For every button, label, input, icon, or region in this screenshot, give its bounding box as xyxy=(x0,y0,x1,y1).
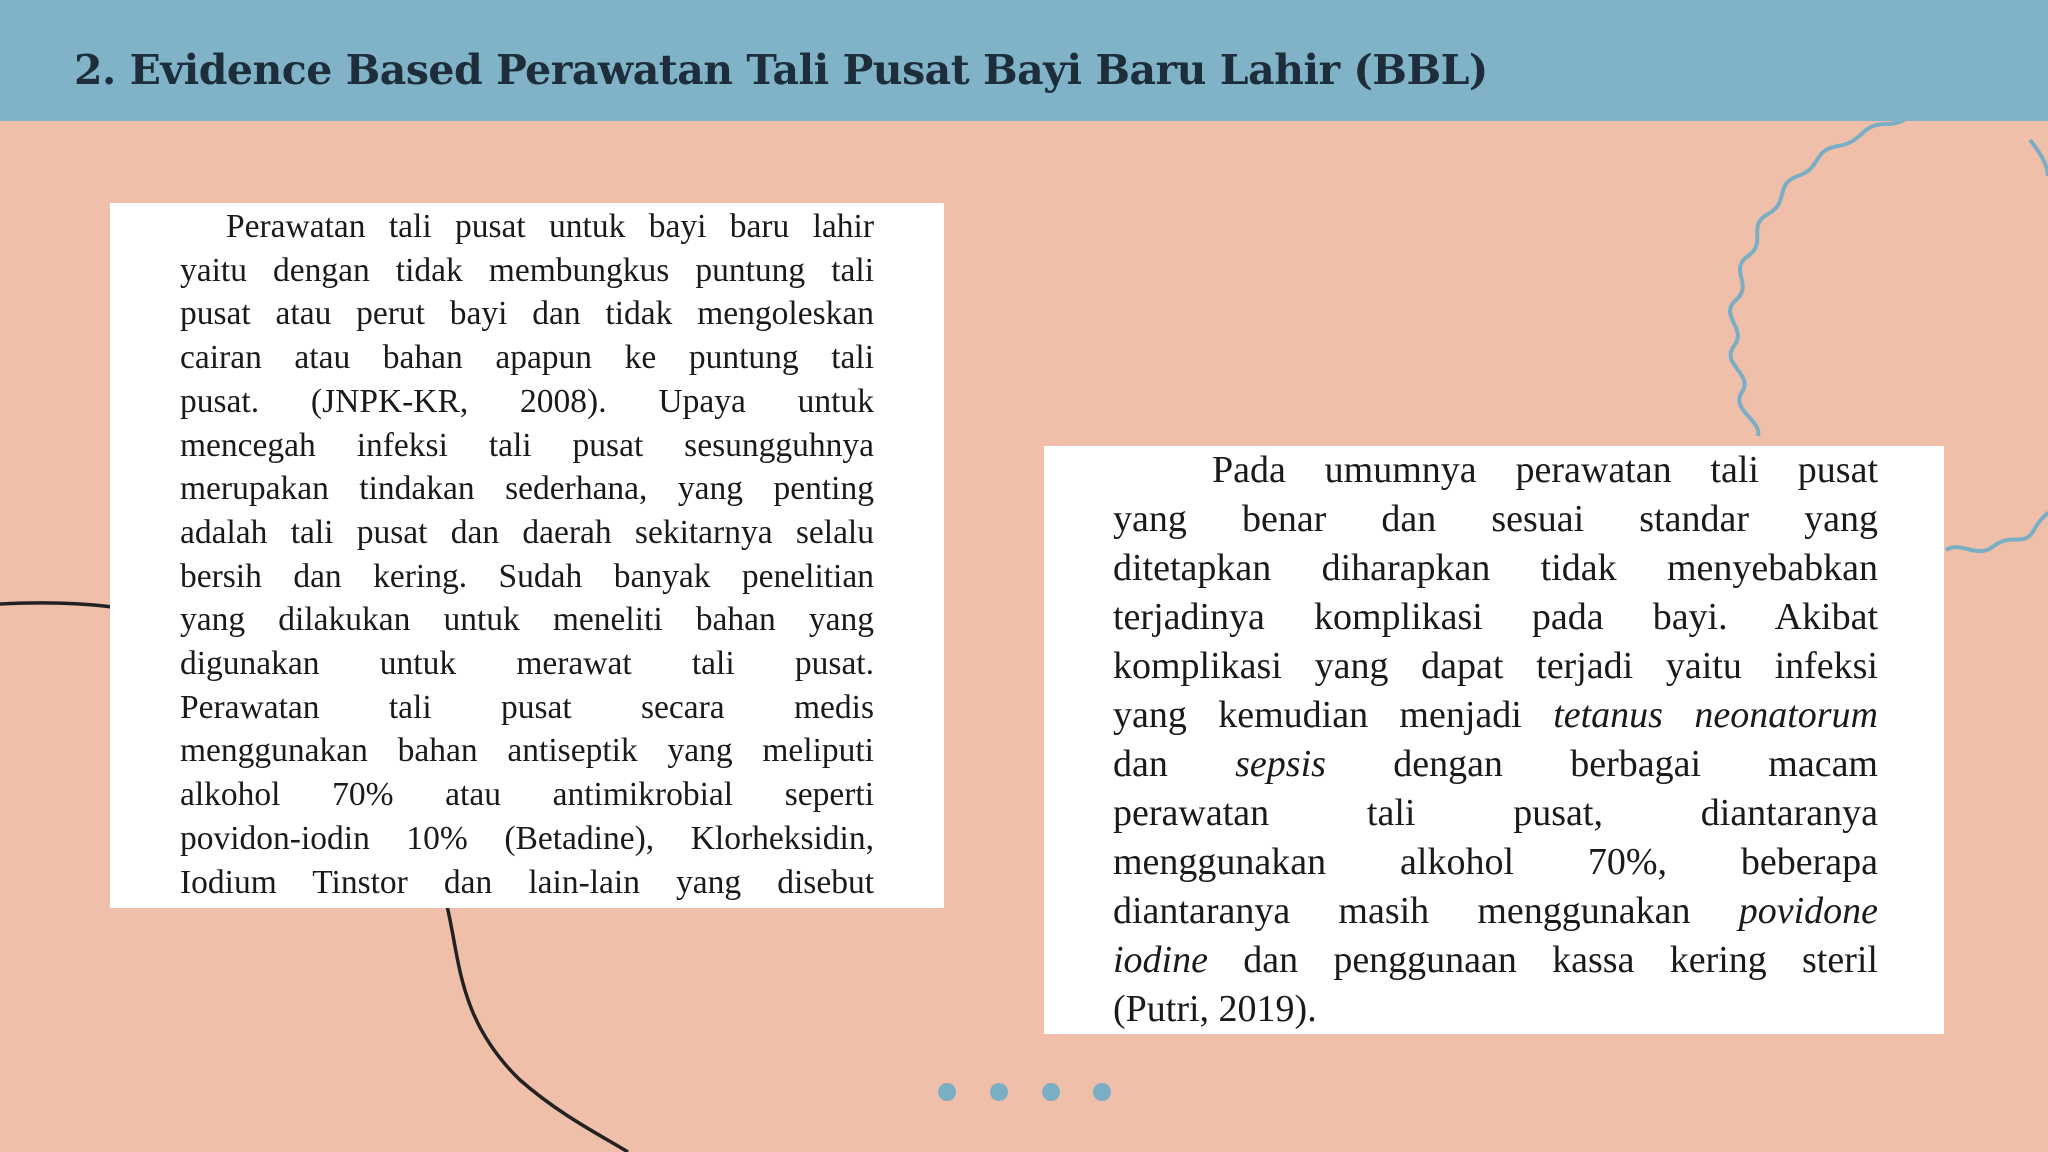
excerpt-text: diantaranya masih menggunakan xyxy=(1113,890,1691,932)
text-excerpt-left xyxy=(110,203,944,908)
excerpt-line: (Putri, 2019). xyxy=(1113,988,1317,1030)
wavy-circle-outline-lower xyxy=(1946,512,2048,551)
excerpt-line: Iodium Tinstor dan lain-lain yang disebut xyxy=(180,863,874,901)
excerpt-line xyxy=(1113,740,1878,789)
excerpt-paragraph xyxy=(1113,446,1878,1034)
excerpt-line: pusat. (JNPK-KR, 2008). Upaya untuk xyxy=(180,382,874,420)
excerpt-line: yang benar dan sesuai standar yang xyxy=(1113,498,1878,540)
wavy-circle-outline-right xyxy=(2030,140,2048,176)
excerpt-line: Perawatan tali pusat untuk bayi baru lahir xyxy=(226,208,874,245)
excerpt-line xyxy=(1113,691,1878,740)
excerpt-text: yang kemudian menjadi xyxy=(1113,694,1522,736)
excerpt-text: dan penggunaan kassa kering steril xyxy=(1243,939,1878,981)
dark-curve-bottom xyxy=(447,906,628,1152)
excerpt-line xyxy=(1113,936,1878,985)
excerpt-line: menggunakan alkohol 70%, beberapa xyxy=(1113,841,1878,883)
excerpt-line: ditetapkan diharapkan tidak menyebabkan xyxy=(1113,547,1878,589)
excerpt-line: alkohol 70% atau antimikrobial seperti xyxy=(180,776,874,814)
excerpt-line xyxy=(1113,887,1878,936)
pagination-dot xyxy=(1042,1083,1060,1101)
text-excerpt-right xyxy=(1044,446,1944,1034)
excerpt-line: pusat atau perut bayi dan tidak mengoleskan xyxy=(180,295,874,333)
dark-curve-left xyxy=(0,603,112,607)
excerpt-line: perawatan tali pusat, diantaranya xyxy=(1113,792,1878,834)
excerpt-italic-term: povidone xyxy=(1738,890,1878,932)
slide-title: 2. Evidence Based Perawatan Tali Pusat Bayi Baru Lahir (BBL) xyxy=(74,46,1488,94)
excerpt-line: yaitu dengan tidak membungkus puntung tali xyxy=(180,251,874,289)
excerpt-line: adalah tali pusat dan daerah sekitarnya selalu xyxy=(180,513,874,551)
pagination-dot xyxy=(1093,1083,1111,1101)
excerpt-line: merupakan tindakan sederhana, yang penting xyxy=(180,470,874,508)
excerpt-paragraph xyxy=(180,203,874,904)
excerpt-line: Pada umumnya perawatan tali pusat xyxy=(1212,449,1878,491)
excerpt-line: menggunakan bahan antiseptik yang meliputi xyxy=(180,732,874,770)
excerpt-italic-term: iodine xyxy=(1113,939,1208,981)
excerpt-text: dan xyxy=(1113,743,1168,785)
excerpt-line: cairan atau bahan apapun ke puntung tali xyxy=(180,339,874,377)
excerpt-line: mencegah infeksi tali pusat sesungguhnya xyxy=(180,426,874,464)
excerpt-line: Perawatan tali pusat secara medis xyxy=(180,688,874,726)
excerpt-line: digunakan untuk merawat tali pusat. xyxy=(180,645,874,683)
pagination-dot xyxy=(938,1083,956,1101)
excerpt-line: komplikasi yang dapat terjadi yaitu infeksi xyxy=(1113,645,1878,687)
excerpt-italic-term: sepsis xyxy=(1235,743,1326,785)
excerpt-text: dengan berbagai macam xyxy=(1393,743,1878,785)
wavy-circle-outline xyxy=(1730,104,2048,436)
excerpt-line: bersih dan kering. Sudah banyak penelitian xyxy=(180,557,874,595)
excerpt-italic-term: tetanus neonatorum xyxy=(1553,694,1878,736)
header-band xyxy=(0,0,2048,121)
pagination-dot xyxy=(990,1083,1008,1101)
excerpt-line: terjadinya komplikasi pada bayi. Akibat xyxy=(1113,596,1878,638)
excerpt-line: yang dilakukan untuk meneliti bahan yang xyxy=(180,601,874,639)
excerpt-line: povidon-iodin 10% (Betadine), Klorheksidin, xyxy=(180,819,874,857)
